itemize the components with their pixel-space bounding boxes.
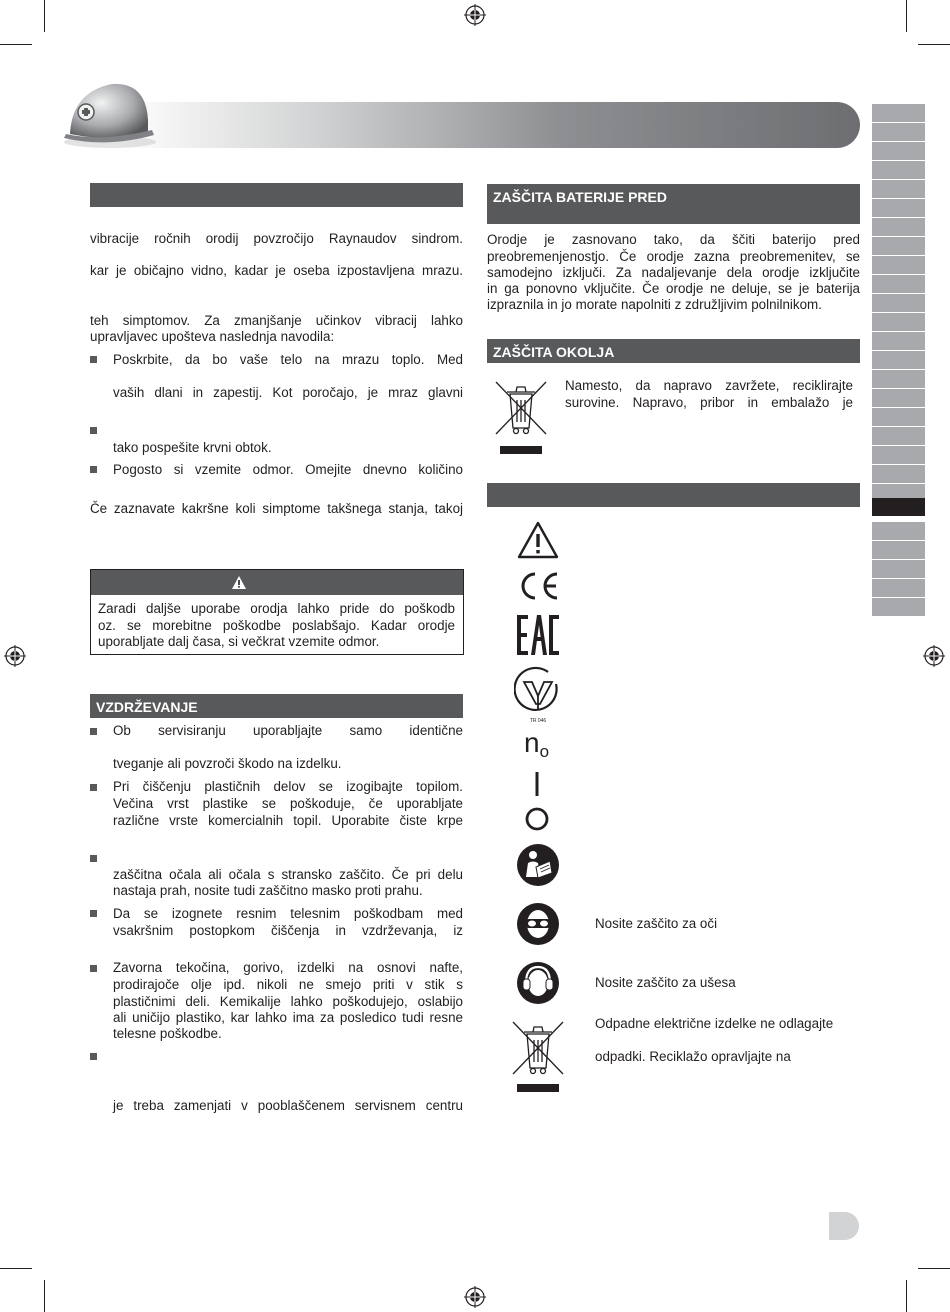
crop-mark — [918, 1268, 950, 1269]
crop-mark — [44, 0, 45, 32]
chapter-tab — [872, 161, 925, 179]
list-item: tako pospešite krvni obtok. — [113, 440, 272, 455]
chapter-tab — [872, 313, 925, 331]
safety-helmet-icon — [62, 72, 162, 152]
eye-protection-label: Nosite zaščito za oči — [595, 916, 718, 931]
chapter-tab — [872, 332, 925, 350]
section-title: ZAŠČITA OKOLJA — [493, 344, 615, 360]
list-item: Pri čiščenju plastičnih delov se izogibajte topilom. — [113, 779, 463, 794]
section-header-symbols — [487, 483, 860, 507]
body-text: Če zaznavate kakršne koli simptome takšnega stanja, takoj — [90, 501, 463, 516]
list-item: plastičnimi deli. Kemikalije lahko poškodujejo, oslabijo — [113, 994, 463, 1009]
chapter-tab — [872, 199, 925, 217]
chapter-tab — [872, 389, 925, 407]
body-text: preobremenjenostjo. Če orodje zazna preobremenitev, se — [487, 249, 860, 264]
body-text: izpraznila in jo morate napolniti z združljivim polnilnikom. — [487, 297, 822, 312]
chapter-tab — [872, 370, 925, 388]
weee-crossed-bin-icon — [492, 376, 550, 456]
chapter-tab — [872, 218, 925, 236]
list-item: Ob servisiranju uporabljajte samo identične — [113, 723, 463, 738]
list-item: ali uničijo plastiko, kar lahko ima za posledico tudi resne — [113, 1010, 463, 1025]
chapter-tab — [872, 560, 925, 578]
chapter-tab — [872, 427, 925, 445]
header-banner — [120, 102, 860, 148]
section-header-vibration — [90, 183, 463, 207]
ce-mark-icon — [515, 570, 561, 602]
body-text: kar je običajno vidno, kadar je oseba izpostavljena mrazu. — [90, 263, 463, 278]
list-item: telesne poškodbe. — [113, 1026, 222, 1041]
bullet-icon — [90, 910, 97, 917]
list-item: tveganje ali povzroči škodo na izdelku. — [113, 756, 342, 771]
body-text: upravljavec upošteva naslednja navodila: — [90, 329, 335, 344]
body-text: surovine. Napravo, pribor in embalažo je — [565, 395, 853, 410]
warning-text: uporabljate dalj časa, si večkrat vzemite odmor. — [98, 634, 380, 649]
registration-mark-icon — [4, 645, 26, 667]
body-text: teh simptomov. Za zmanjšanje učinkov vibracij lahko — [90, 313, 463, 328]
warning-text: Zaradi daljše uporabe orodja lahko pride do poškodb — [98, 601, 455, 616]
crop-mark — [906, 0, 907, 32]
body-text: Orodje je zasnovano tako, da ščiti baterijo pred — [487, 232, 860, 247]
bullet-icon — [90, 466, 97, 473]
bullet-icon — [90, 728, 97, 735]
bullet-icon — [90, 855, 97, 862]
section-title: ZAŠČITA BATERIJE PRED — [493, 189, 667, 205]
weee-crossed-bin-icon — [509, 1016, 567, 1096]
list-item: Poskrbite, da bo vaše telo na mrazu toplo. Med — [113, 352, 463, 367]
list-item: Da se izognete resnim telesnim poškodbam med — [113, 906, 463, 921]
list-item: Večina vrst plastike se poškoduje, če uporabljate — [113, 796, 463, 811]
chapter-tab — [872, 256, 925, 274]
warning-triangle-icon — [231, 575, 247, 590]
chapter-tab — [872, 408, 925, 426]
eac-mark-icon — [516, 613, 560, 657]
chapter-tab-active — [872, 498, 925, 516]
chapter-tab — [872, 104, 925, 122]
chapter-tab — [872, 465, 925, 483]
ukrainian-conformity-mark-icon — [514, 666, 562, 724]
body-text: Namesto, da napravo zavržete, reciklirajte — [565, 378, 853, 393]
registration-mark-icon — [923, 645, 945, 667]
list-item: nastaja prah, nosite tudi zaščitno masko proti prahu. — [113, 883, 423, 898]
crop-mark — [44, 1280, 45, 1312]
section-header-battery — [487, 184, 860, 224]
body-text: vibracije ročnih orodij povzročijo Raynaudov sindrom. — [90, 231, 463, 246]
list-item: zaščitna očala ali očala s stransko zaščito. Če pri delu — [113, 867, 463, 882]
crop-mark — [906, 1280, 907, 1312]
ear-protection-label: Nosite zaščito za ušesa — [595, 975, 736, 990]
list-item: Zavorna tekočina, gorivo, izdelki na osnovi nafte, — [113, 960, 463, 975]
body-text: samodejno izključi. Za nadaljevanje dela orodje izključite — [487, 265, 860, 280]
list-item: prodirajoče olje ipd. nikoli ne smejo priti v stik s — [113, 977, 463, 992]
chapter-tab — [872, 142, 925, 160]
bullet-icon — [90, 427, 97, 434]
chapter-tab — [872, 598, 925, 616]
chapter-tab — [872, 275, 925, 293]
warning-box — [90, 569, 464, 655]
chapter-tab — [872, 180, 925, 198]
crop-mark — [918, 44, 950, 45]
bullet-icon — [90, 784, 97, 791]
chapter-tab — [872, 446, 925, 464]
chapter-tab — [872, 579, 925, 597]
read-manual-icon — [516, 843, 560, 887]
weee-label: Odpadne električne izdelke ne odlagajte — [595, 1016, 834, 1031]
weee-label: odpadki. Reciklažo opravljajte na — [595, 1049, 791, 1064]
crop-mark — [0, 44, 32, 45]
chapter-tab — [872, 294, 925, 312]
chapter-tab — [872, 522, 925, 540]
registration-mark-icon — [464, 1286, 486, 1308]
list-item: je treba zamenjati v pooblaščenem servisnem centru — [113, 1098, 463, 1113]
no-load-n: n — [524, 727, 540, 758]
page-number-marker — [829, 1212, 859, 1240]
bullet-icon — [90, 356, 97, 363]
list-item: Pogosto si vzemite odmor. Omejite dnevno količino — [113, 462, 463, 477]
bullet-icon — [90, 1053, 97, 1060]
tr-code-label: TR 046 — [529, 718, 547, 724]
power-on-icon — [532, 771, 542, 797]
power-off-icon — [524, 806, 550, 832]
registration-mark-icon — [464, 4, 486, 26]
eye-protection-icon — [516, 902, 560, 946]
warning-text: oz. se morebitne poškodbe poslabšajo. Kadar orodje — [98, 618, 455, 633]
ear-protection-icon — [516, 961, 560, 1005]
body-text: in ga ponovno vključite. Če orodje ne deluje, se je baterija — [487, 281, 860, 296]
crop-mark — [0, 1268, 32, 1269]
section-header-maintenance — [90, 694, 463, 718]
section-title: VZDRŽEVANJE — [96, 699, 198, 715]
warning-triangle-icon — [516, 520, 560, 560]
warning-header — [91, 570, 463, 595]
no-load-o: o — [539, 742, 550, 761]
list-item: vsakršnim postopkom čiščenja in vzdrževanja, iz — [113, 923, 463, 938]
list-item: vaših dlani in zapestij. Kot poročajo, je mraz glavni — [113, 385, 463, 400]
list-item: različne vrste komercialnih topil. Uporabite čiste krpe — [113, 813, 463, 828]
bullet-icon — [90, 965, 97, 972]
chapter-tab — [872, 237, 925, 255]
chapter-tab — [872, 123, 925, 141]
section-header-environment — [487, 339, 860, 363]
no-load-speed-symbol — [524, 728, 564, 762]
chapter-tab — [872, 541, 925, 559]
chapter-tab — [872, 351, 925, 369]
